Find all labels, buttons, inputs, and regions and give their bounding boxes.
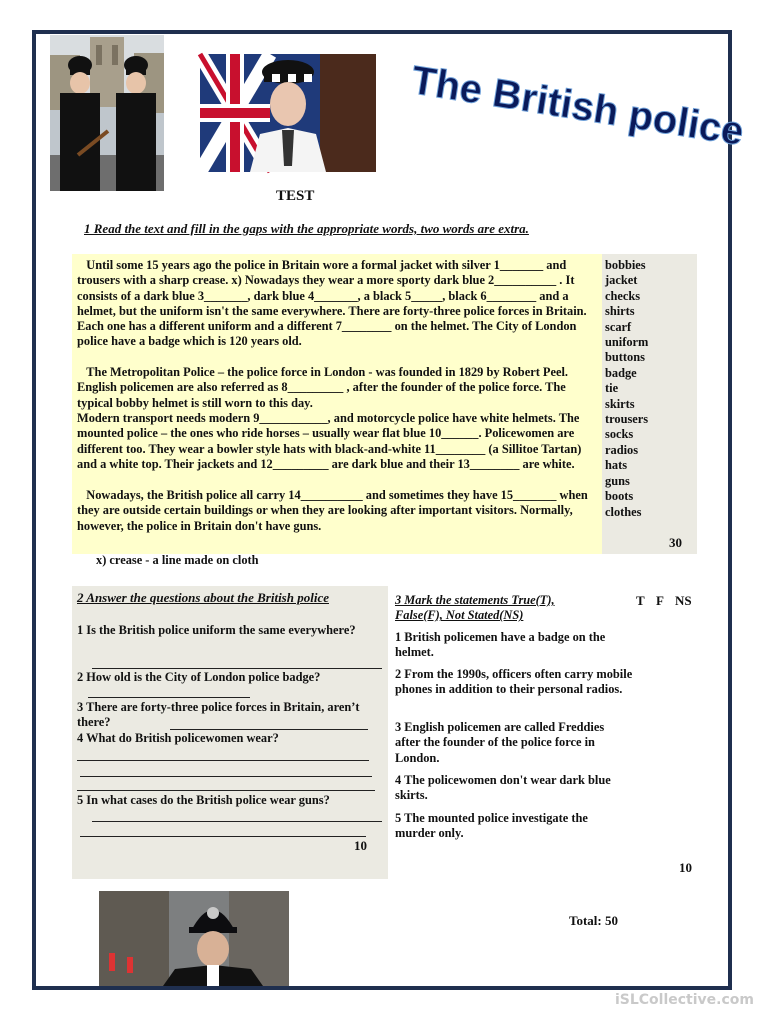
- word-bank-item: socks: [605, 427, 634, 442]
- exercise1-paragraph-4: Nowadays, the British police all carry 14__________ and sometimes they have 15_______ when they are outside certain buildings or when they are looking after important visitors. Normally, however, the police in Britain don't have guns.: [77, 488, 588, 533]
- exercise1-paragraph-1: Until some 15 years ago the police in Britain wore a formal jacket with silver 1_______ and trousers with a sharp crease. x) Nowadays they wear a more sporty dark blue 2__________ . It consists of a dark blue 3_______, dark blue 4_______, a black 5_____, black 6________ and a helmet, but the uniform isn't the same everywhere. There are forty-three police forces in Britain. Each one has a different uniform and a different 7________ on the helmet. The City of London police have a badge which is 120 years old.: [77, 258, 587, 349]
- answer-line: [80, 836, 366, 837]
- word-bank-item: tie: [605, 381, 619, 396]
- exercise1-instruction: 1 Read the text and fill in the gaps with the appropriate words, two words are extra.: [84, 221, 529, 236]
- crease-footnote: x) crease - a line made on cloth: [96, 553, 259, 567]
- word-bank-list: [605, 258, 648, 520]
- answer-line: [77, 790, 375, 791]
- title-text: The British police: [408, 58, 747, 155]
- word-bank-item: buttons: [605, 350, 645, 365]
- watermark: iSLCollective.com: [614, 992, 754, 1008]
- answer-line: [170, 729, 368, 730]
- answer-line: [80, 776, 372, 777]
- question-4: 4 What do British policewomen wear?: [77, 731, 279, 745]
- column-not-stated: NS: [675, 593, 692, 608]
- statement-5: 5 The mounted police investigate the murder only.: [395, 811, 588, 841]
- exercise1-paragraph-2: The Metropolitan Police – the police force in London - was founded in 1829 by Robert Peel. English policemen are also referred as 8_________ , after the founder of the police force. The typical bobby helmet is still worn to this day.: [77, 365, 569, 410]
- statement-2: 2 From the 1990s, officers often carry mobile phones in addition to their personal radios.: [395, 667, 633, 697]
- word-bank-item: uniform: [605, 335, 649, 350]
- answer-line: [88, 697, 250, 698]
- photo-policewoman-flag: [200, 54, 376, 172]
- word-bank-item: shirts: [605, 304, 635, 319]
- answer-line: [92, 668, 382, 669]
- exercise2-heading: 2 Answer the questions about the British police: [77, 590, 329, 605]
- word-bank-item: trousers: [605, 412, 649, 427]
- statement-3: 3 English policemen are called Freddies after the founder of the police force in London.: [395, 720, 605, 765]
- question-1: 1 Is the British police uniform the same everywhere?: [77, 623, 356, 637]
- exercise1-score: 30: [669, 535, 682, 550]
- photo-bobby: [99, 891, 289, 986]
- total-score: Total: 50: [569, 913, 618, 928]
- column-true: T: [636, 593, 645, 608]
- title-wordart: [400, 55, 747, 165]
- exercise3-score: 10: [679, 860, 692, 875]
- column-false: F: [656, 593, 664, 608]
- exercise2-score: 10: [354, 838, 367, 853]
- word-bank-item: scarf: [605, 319, 632, 334]
- test-label: TEST: [276, 188, 315, 204]
- answer-line: [92, 821, 382, 822]
- word-bank-item: clothes: [605, 504, 642, 519]
- exercise1-paragraph-3: Modern transport needs modern 9___________, and motorcycle police have white helmets. The mounted police – the ones who ride horses – usually wear flat blue 10______. Policewomen are different too. They wear a bowler style hats with black-and-white 11________ (a Sillitoe Tartan) and a white top. Their jackets and 12_________ are dark blue and their 13________ are white.: [77, 411, 582, 471]
- word-bank-item: checks: [605, 288, 641, 303]
- question-2: 2 How old is the City of London police badge?: [77, 670, 321, 684]
- word-bank-item: radios: [605, 442, 639, 457]
- word-bank-item: boots: [605, 489, 634, 504]
- statement-4: 4 The policewomen don't wear dark blue skirts.: [395, 773, 611, 803]
- question-3: 3 There are forty-three police forces in Britain, aren’t there?: [77, 700, 360, 730]
- word-bank-item: bobbies: [605, 258, 646, 272]
- photo-two-policemen: [50, 35, 164, 191]
- word-bank-item: badge: [605, 365, 637, 380]
- word-bank-item: guns: [605, 473, 630, 488]
- word-bank-item: hats: [605, 458, 628, 473]
- answer-line: [77, 760, 369, 761]
- word-bank-item: skirts: [605, 396, 635, 411]
- word-bank-item: jacket: [605, 273, 638, 288]
- exercise3-heading: 3 Mark the statements True(T), False(F), Not Stated(NS): [395, 593, 555, 623]
- question-5: 5 In what cases do the British police wear guns?: [77, 793, 330, 807]
- statement-1: 1 British policemen have a badge on the helmet.: [395, 630, 606, 660]
